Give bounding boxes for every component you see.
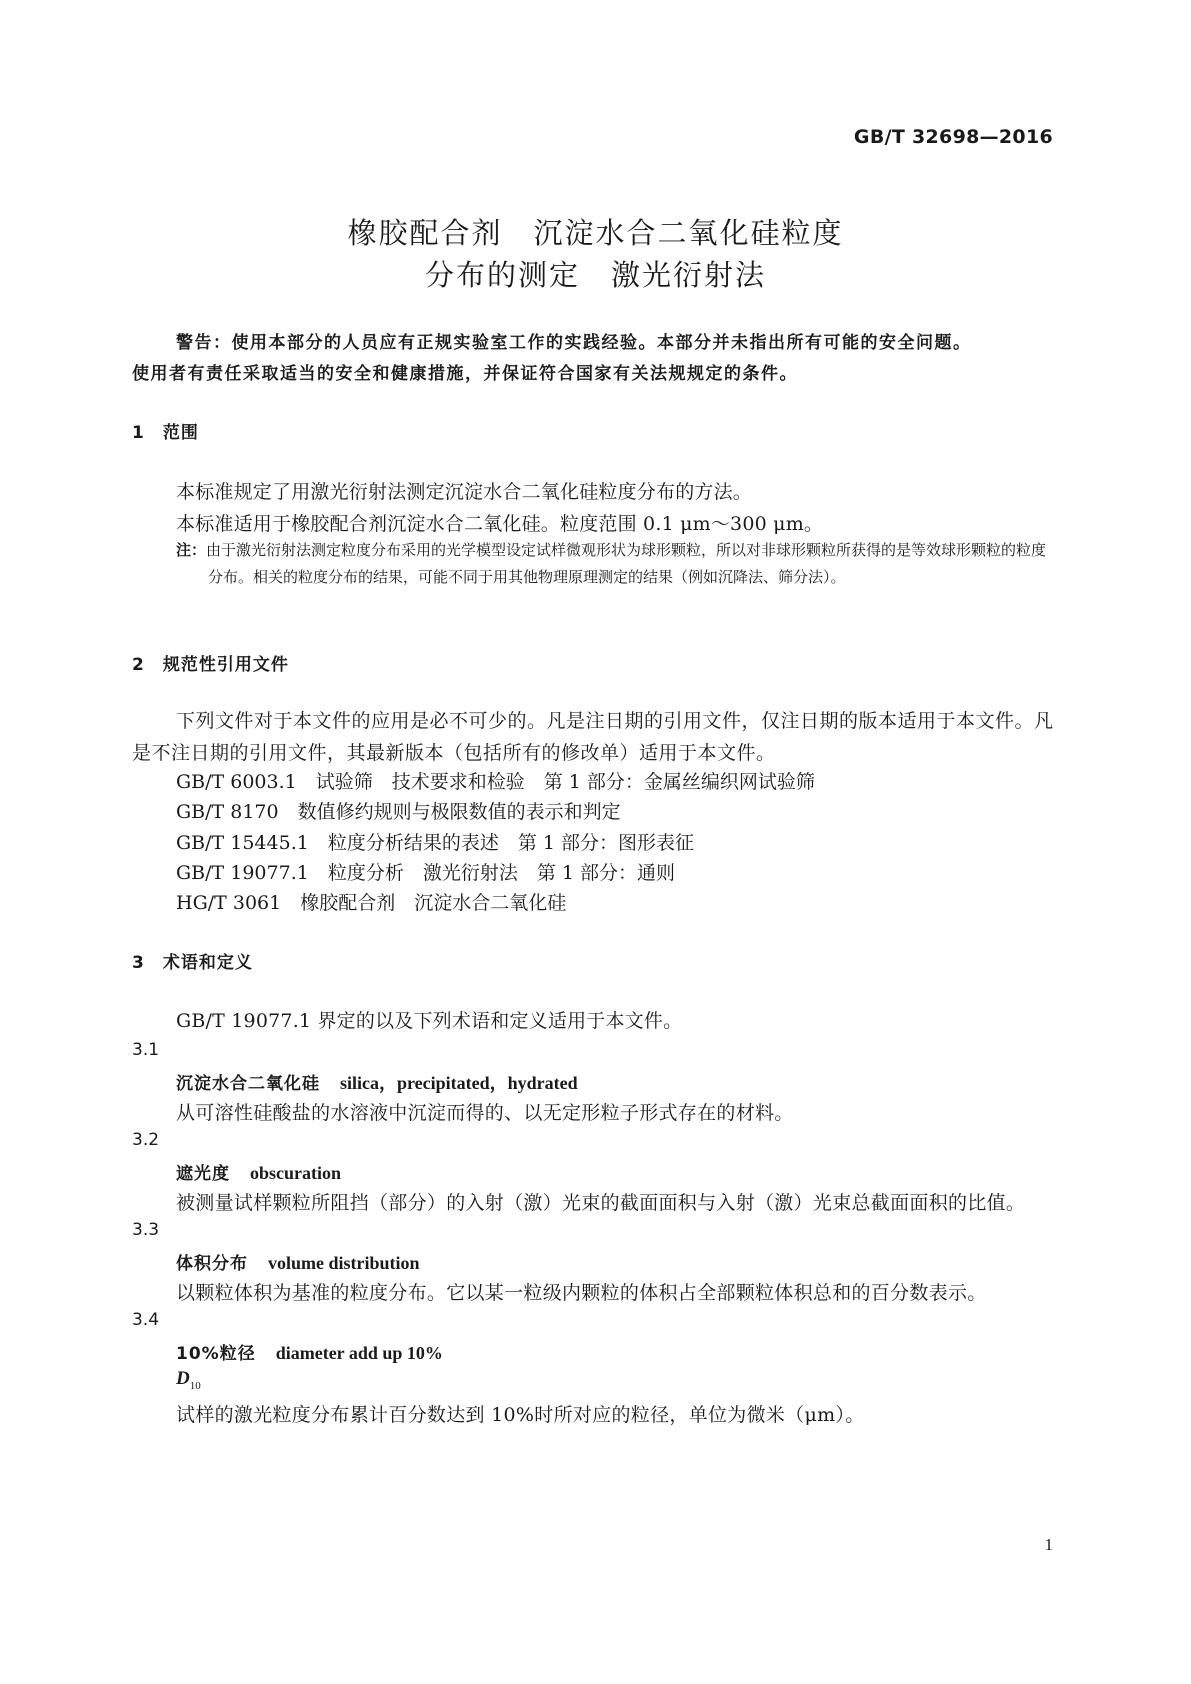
reference-item: GB/T 6003.1 试验筛 技术要求和检验 第 1 部分：金属丝编织网试验筛 [176,771,815,793]
title-line-2: 分布的测定 激光衍射法 [424,258,766,292]
section-1-heading: 1 范围 [132,423,199,443]
warning-line-2: 使用者有责任采取适当的安全和健康措施，并保证符合国家有关法规规定的条件。 [132,364,798,384]
term-chinese: 沉淀水合二氧化硅 [176,1074,320,1094]
term-number: 3.4 [132,1310,160,1330]
term-heading [176,1069,578,1095]
section-2-heading: 2 规范性引用文件 [132,655,289,675]
section-2-intro: 下列文件对于本文件的应用是必不可少的。凡是注日期的引用文件，仅注日期的版本适用于本文件。凡是不注日期的引用文件，其最新版本（包括所有的修改单）适用于本文件。 [132,710,1054,764]
term-english: diameter add up 10% [275,1343,443,1363]
term-chinese: 10%粒径 [176,1344,256,1364]
standard-code: GB/T 32698—2016 [853,126,1053,148]
title-line-1: 橡胶配合剂 沉淀水合二氧化硅粒度 [347,216,844,250]
term-number: 3.3 [132,1220,160,1240]
note-text: 由于激光衍射法测定粒度分布采用的光学模型设定试样微观形状为球形颗粒，所以对非球形颗粒所获得的是等效球形颗粒的粒度分布。相关的粒度分布的结果，可能不同于用其他物理原理测定的结果（例如沉降法、筛分法）。 [206,541,1047,586]
section-3-heading: 3 术语和定义 [132,953,253,973]
reference-item: GB/T 19077.1 粒度分析 激光衍射法 第 1 部分：通则 [176,862,675,884]
term-heading [176,1159,341,1184]
term-chinese: 遮光度 [176,1164,230,1184]
section-1-note [176,537,1060,591]
warning-line-1: 警告：使用本部分的人员应有正规实验室工作的实践经验。本部分并未指出所有可能的安全问题。 [176,333,972,353]
term-definition: 从可溶性硅酸盐的水溶液中沉淀而得的、以无定形粒子形式存在的材料。 [176,1102,794,1124]
term-definition: 被测量试样颗粒所阻挡（部分）的入射（激）光束的截面面积与入射（激）光束总截面面积的比值。 [176,1192,1026,1214]
reference-item: HG/T 3061 橡胶配合剂 沉淀水合二氧化硅 [176,892,567,914]
section-1-paragraph-1: 本标准规定了用激光衍射法测定沉淀水合二氧化硅粒度分布的方法。 [176,481,753,503]
term-english: silica，precipitated，hydrated [340,1073,578,1093]
section-3-intro: GB/T 19077.1 界定的以及下列术语和定义适用于本文件。 [176,1010,683,1032]
page-number: 1 [1044,1535,1053,1554]
term-number: 3.1 [132,1040,160,1060]
term-english: volume distribution [268,1253,420,1273]
term-number: 3.2 [132,1130,160,1150]
reference-item: GB/T 15445.1 粒度分析结果的表述 第 1 部分：图形表征 [176,832,694,854]
symbol-subscript: 10 [189,1379,201,1392]
term-heading [176,1339,443,1364]
term-definition: 试样的激光粒度分布累计百分数达到 10%时所对应的粒径，单位为微米（μm）。 [176,1404,865,1426]
term-heading [176,1249,420,1274]
term-english: obscuration [250,1163,342,1183]
note-label: 注： [176,541,207,559]
term-definition: 以颗粒体积为基准的粒度分布。它以某一粒级内颗粒的体积占全部颗粒体积总和的百分数表示。 [176,1282,987,1304]
reference-item: GB/T 8170 数值修约规则与极限数值的表示和判定 [176,801,621,823]
term-symbol [176,1368,201,1392]
section-1-paragraph-2: 本标准适用于橡胶配合剂沉淀水合二氧化硅。粒度范围 0.1 μm～300 μm。 [176,513,824,535]
term-chinese: 体积分布 [176,1254,248,1274]
symbol-letter: D [176,1368,190,1389]
